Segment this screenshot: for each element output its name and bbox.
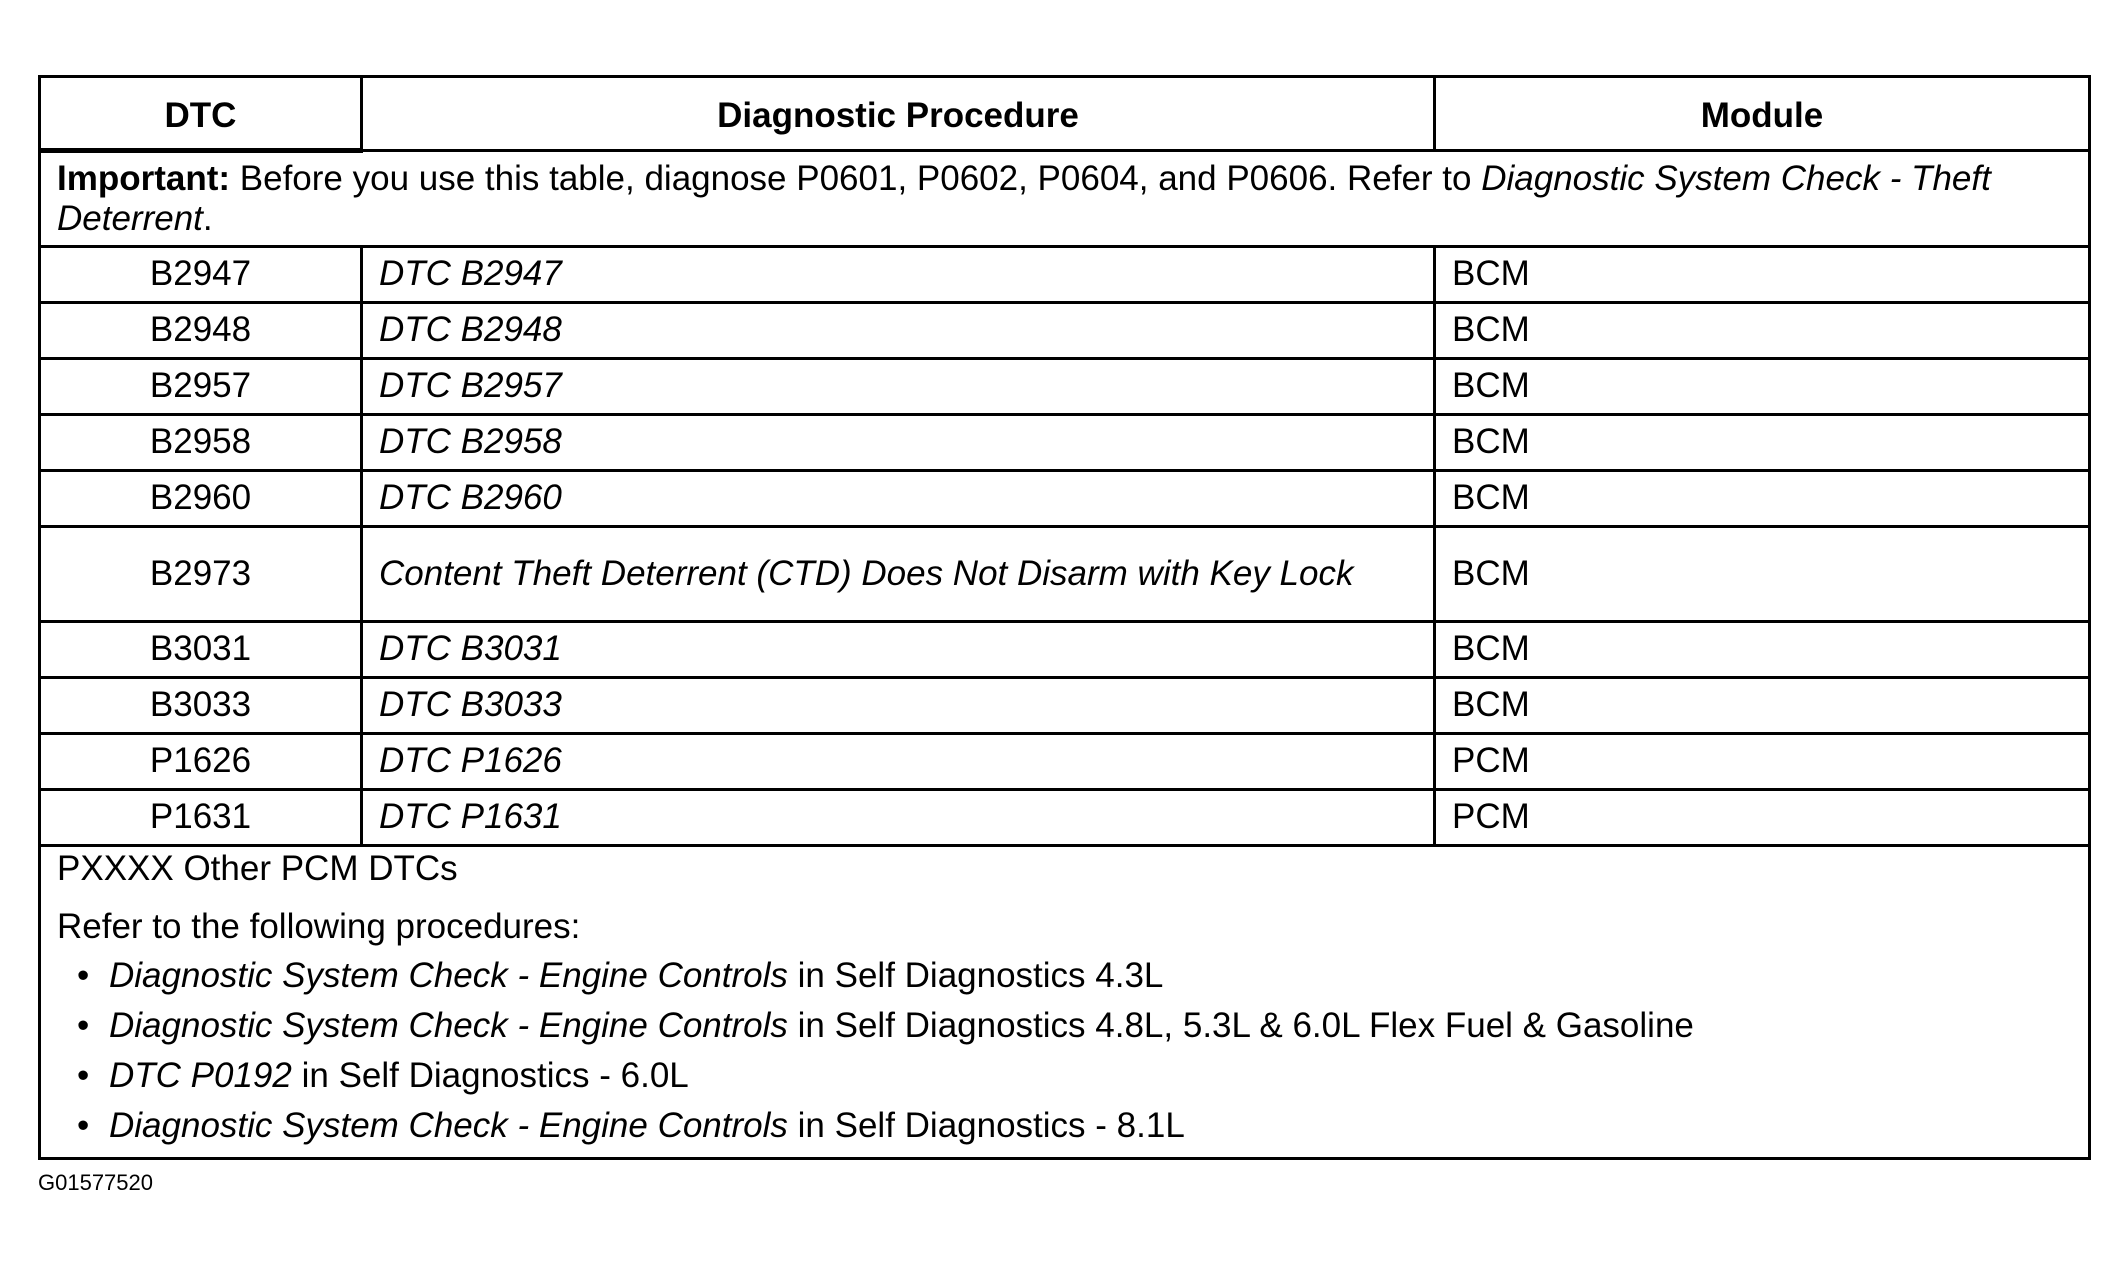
dtc-code: B2973: [40, 527, 362, 622]
procedure-section: Self Diagnostics - 6.0L: [338, 1056, 689, 1095]
procedure-section: Self Diagnostics - 8.1L: [834, 1106, 1185, 1146]
module: PCM: [1435, 790, 2090, 846]
table-row: [40, 790, 2090, 846]
diagnostic-procedure: DTC P1631: [362, 790, 1435, 846]
important-reference: Diagnostic System Check - Theft Deterrent: [57, 158, 1991, 238]
module: BCM: [1435, 622, 2090, 678]
procedure-section: Self Diagnostics 4.3L: [834, 955, 1164, 995]
table-row: [40, 471, 2090, 527]
module: BCM: [1435, 359, 2090, 415]
dtc-code: B2947: [40, 247, 362, 303]
diagnostic-procedure: DTC B3033: [362, 678, 1435, 734]
other-dtcs-heading: PXXXX Other PCM DTCs: [57, 849, 458, 888]
header-row: [40, 77, 2090, 151]
procedure-name: Diagnostic System Check - Engine Controls: [109, 955, 788, 995]
header-module: Module: [1435, 77, 2090, 151]
diagnostic-procedure: DTC B2958: [362, 415, 1435, 471]
important-note: [40, 151, 2090, 247]
module: BCM: [1435, 247, 2090, 303]
module: BCM: [1435, 527, 2090, 622]
list-item: [77, 1005, 2072, 1046]
table-row: [40, 303, 2090, 359]
table-row: [40, 622, 2090, 678]
procedure-in: in: [787, 955, 835, 995]
bullet-icon: •: [77, 955, 90, 995]
procedure-name: Diagnostic System Check - Engine Controls: [109, 1106, 788, 1146]
dtc-code: B3033: [40, 678, 362, 734]
important-label: Important:: [57, 158, 231, 198]
diagnostic-procedure: DTC B3031: [362, 622, 1435, 678]
list-item: [77, 1056, 2072, 1096]
dtc-table: [38, 75, 2091, 1160]
dtc-code: B2948: [40, 303, 362, 359]
diagnostic-procedure: DTC B2960: [362, 471, 1435, 527]
diagnostic-procedure: DTC B2948: [362, 303, 1435, 359]
dtc-code: B2960: [40, 471, 362, 527]
dtc-code: B2957: [40, 359, 362, 415]
module: PCM: [1435, 734, 2090, 790]
list-item: [77, 1106, 2072, 1146]
table-row: [40, 247, 2090, 303]
procedure-in: in: [291, 1056, 339, 1095]
module: BCM: [1435, 471, 2090, 527]
dtc-code: B2958: [40, 415, 362, 471]
other-dtcs-row: [40, 846, 2090, 1159]
diagnostic-procedure: DTC B2957: [362, 359, 1435, 415]
table-row: [40, 527, 2090, 622]
bullet-icon: •: [77, 1106, 90, 1146]
procedure-name: DTC P0192: [109, 1056, 292, 1095]
important-end: .: [202, 199, 213, 238]
list-item: [77, 955, 2072, 996]
table-row: [40, 678, 2090, 734]
header-procedure: Diagnostic Procedure: [362, 77, 1435, 151]
module: BCM: [1435, 415, 2090, 471]
module: BCM: [1435, 303, 2090, 359]
procedure-name: Diagnostic System Check - Engine Controls: [109, 1005, 788, 1045]
procedure-in: in: [787, 1106, 835, 1146]
table-row: [40, 359, 2090, 415]
other-dtcs-cell: [40, 846, 2090, 1159]
procedure-list: [57, 956, 2072, 1147]
table-row: [40, 415, 2090, 471]
dtc-code: P1626: [40, 734, 362, 790]
diagnostic-procedure: DTC B2947: [362, 247, 1435, 303]
module: BCM: [1435, 678, 2090, 734]
dtc-code: B3031: [40, 622, 362, 678]
important-text: Before you use this table, diagnose P0601, P0602, P0604, and P0606. Refer to: [230, 158, 1482, 198]
diagnostic-procedure: DTC P1626: [362, 734, 1435, 790]
procedure-section: Self Diagnostics 4.8L, 5.3L & 6.0L Flex Fuel & Gasoline: [834, 1005, 1694, 1045]
important-note-row: [40, 151, 2090, 247]
diagnostic-procedure: Content Theft Deterrent (CTD) Does Not Disarm with Key Lock: [362, 527, 1435, 622]
header-dtc: DTC: [40, 77, 362, 151]
procedure-in: in: [787, 1005, 835, 1045]
table-row: [40, 734, 2090, 790]
figure-id: G01577520: [38, 1170, 153, 1195]
refer-instruction: Refer to the following procedures:: [57, 907, 581, 947]
dtc-code: P1631: [40, 790, 362, 846]
bullet-icon: •: [77, 1056, 90, 1095]
bullet-icon: •: [77, 1005, 90, 1045]
